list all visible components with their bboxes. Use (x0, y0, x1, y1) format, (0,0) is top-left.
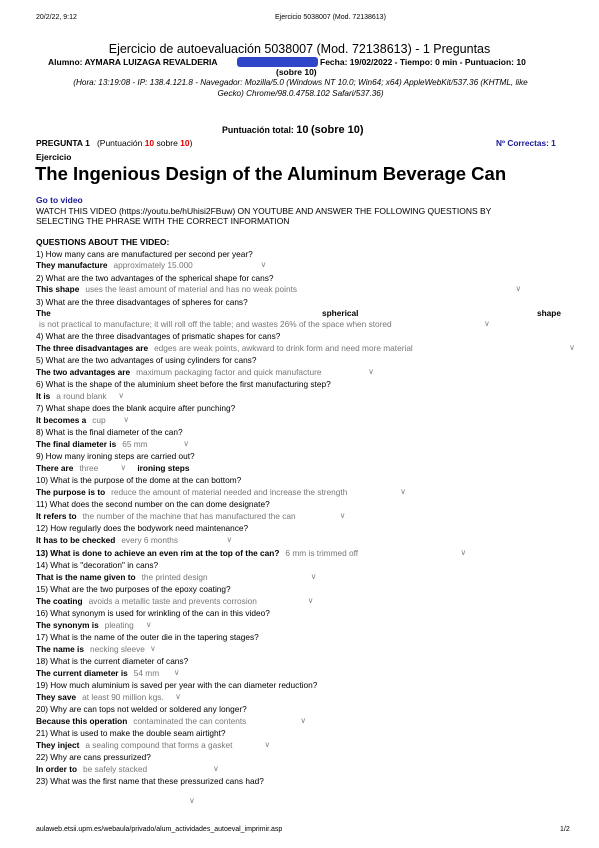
answer-row (36, 764, 228, 774)
answer-value: the printed design (141, 572, 208, 582)
answer-row (36, 644, 165, 654)
chevron-down-icon: ∨ (400, 487, 407, 496)
question-text: 9) How many ironing steps are carried out? (36, 451, 195, 461)
answer-suffix: ironing steps (137, 463, 190, 473)
answer-row (36, 439, 197, 449)
question-text: 1) How many cans are manufactured per second per year? (36, 249, 253, 259)
total-score-over: (sobre 10) (311, 124, 364, 136)
total-score (222, 124, 364, 136)
chevron-down-icon: ∨ (484, 319, 490, 328)
question-text: 21) What is used to make the double seam airtight? (36, 728, 226, 738)
print-doc-title: Ejercicio 5038007 (Mod. 72138613) (275, 14, 386, 21)
question-text: 19) How much aluminium is saved per year with the can diameter reduction? (36, 680, 318, 690)
answer-value: maximum packaging factor and quick manufacture (136, 367, 322, 377)
answer-prefix: The synonym is (36, 620, 99, 630)
answer-prefix: It becomes a (36, 415, 87, 425)
answer-value: necking sleeve (89, 644, 145, 654)
answer-value: be safely stacked (83, 764, 148, 774)
answer-prefix: The final diameter is (36, 439, 117, 449)
chevron-down-icon: ∨ (339, 511, 346, 520)
answer-select[interactable] (108, 487, 411, 497)
answer-value: 65 mm (122, 439, 148, 449)
question-text: 2) What are the two advantages of the spherical shape for cans? (36, 273, 274, 283)
answer-row (36, 716, 318, 726)
instructions-line-1: WATCH THIS VIDEO (https://youtu.be/hUhisi2FBuw) ON YOUTUBE AND ANSWER THE FOLLOWING QUESTIONS BY (36, 206, 492, 216)
chevron-down-icon: ∨ (300, 716, 307, 725)
chevron-down-icon: ∨ (310, 572, 317, 581)
chevron-down-icon: ∨ (145, 620, 152, 629)
question-score: 10 (144, 138, 155, 148)
chevron-down-icon: ∨ (260, 260, 267, 269)
chevron-down-icon: ∨ (515, 284, 522, 293)
question-text: 16) What synonym is used for wrinkling of the can in this video? (36, 608, 270, 618)
answer-row (36, 535, 239, 545)
session-info-2: Gecko) Chrome/98.0.4758.102 Safari/537.36) (217, 89, 384, 98)
answer-select[interactable] (89, 415, 142, 425)
answer-prefix: It refers to (36, 511, 77, 521)
correct-count: Nº Correctas: 1 (496, 138, 556, 148)
total-score-label: Puntuación total: (222, 125, 294, 135)
answer-prefix: The current diameter is (36, 668, 128, 678)
question-text: 20) Why are can tops not welded or soldered any longer? (36, 704, 247, 714)
session-info-1: (Hora: 13:19:08 - IP: 138.4.121.8 - Navegador: Mozilla/5.0 (Windows NT 10.0; Win64; x64) AppleWebKit/537.36 (KHTML, like (73, 78, 528, 87)
question-text: 5) What are the two advantages of using cylinders for cans? (36, 355, 257, 365)
answer-value: edges are weak points, awkward to drink form and need more material (154, 343, 413, 353)
question-text: 4) What are the three disadvantages of prismatic shapes for cans? (36, 331, 281, 341)
answer-prefix: In order to (36, 764, 78, 774)
answer-prefix: The three disadvantages are (36, 343, 149, 353)
chevron-down-icon: ∨ (307, 596, 314, 605)
video-link[interactable]: Go to video (36, 195, 83, 205)
answer-prefix: Because this operation (36, 716, 128, 726)
answer-select[interactable] (151, 343, 584, 353)
answer-value: reduce the amount of material needed and increase the strength (111, 487, 348, 497)
question-text: 22) Why are cans pressurized? (36, 752, 151, 762)
answer-select[interactable] (139, 572, 327, 582)
page-number: 1/2 (560, 826, 570, 833)
answer-select[interactable] (282, 548, 475, 558)
question-text: 12) How regularly does the bodywork need maintenance? (36, 523, 249, 533)
answer-value: 54 mm (133, 668, 160, 678)
answer-prefix: The (36, 308, 51, 318)
answer-prefix: The purpose is to (36, 487, 106, 497)
answer-value: contaminated the can contents (133, 716, 247, 726)
answer-prefix: That is the name given to (36, 572, 136, 582)
answer-value: uses the least amount of material and has no weak points (85, 284, 298, 294)
chevron-down-icon: ∨ (213, 764, 219, 773)
answer-row (36, 260, 283, 270)
score-close: ) (189, 138, 193, 148)
answer-select[interactable] (86, 596, 324, 606)
answer-row (36, 487, 411, 497)
answer-value: every 6 months (121, 535, 179, 545)
answer-row (36, 319, 499, 329)
answer-value: at least 90 million kgs. (82, 692, 164, 702)
answer-prefix: They inject (36, 740, 80, 750)
answer-mid: spherical (322, 308, 359, 318)
answer-row (36, 668, 189, 678)
answer-prefix: This shape (36, 284, 80, 294)
chevron-down-icon: ∨ (118, 391, 125, 400)
question-text: 14) What is "decoration" in cans? (36, 560, 159, 570)
redaction-mark (237, 57, 318, 67)
answer-select[interactable] (82, 740, 280, 750)
answer-row (36, 367, 386, 377)
question-text: 3) What are the three disadvantages of spheres for cans? (36, 297, 248, 307)
chevron-down-icon: ∨ (173, 668, 180, 677)
question-text: 15) What are the two purposes of the epoxy coating? (36, 584, 231, 594)
answer-value: three (79, 463, 99, 473)
chevron-down-icon: ∨ (120, 463, 127, 472)
answer-select[interactable] (79, 692, 190, 702)
question-text: 23) What was the first name that these pressurized cans had? (36, 776, 264, 786)
answer-value: a sealing compound that forms a gasket (85, 740, 233, 750)
chevron-down-icon: ∨ (569, 343, 575, 352)
chevron-down-icon: ∨ (264, 740, 271, 749)
answer-row (36, 391, 131, 401)
chevron-down-icon: ∨ (189, 796, 195, 805)
answer-select[interactable] (110, 260, 283, 270)
answer-prefix: It has to be checked (36, 535, 116, 545)
chevron-down-icon: ∨ (149, 644, 156, 653)
question-type: Ejercicio (36, 152, 72, 162)
question-text: 7) What shape does the blank acquire after punching? (36, 403, 236, 413)
chevron-down-icon: ∨ (460, 548, 467, 557)
answer-value: avoids a metallic taste and prevents corrosion (88, 596, 257, 606)
answer-prefix: They manufacture (36, 260, 108, 270)
question-text: 18) What is the current diameter of cans? (36, 656, 189, 666)
question-text: 8) What is the final diameter of the can? (36, 427, 183, 437)
instructions-line-2: SELECTING THE PHRASE WITH THE CORRECT INFORMATION (36, 216, 290, 226)
question-text: 10) What is the purpose of the dome at the can bottom? (36, 475, 242, 485)
answer-select[interactable] (131, 668, 189, 678)
answer-prefix: There are (36, 463, 74, 473)
answer-value: 6 mm is trimmed off (285, 548, 359, 558)
answer-row (36, 740, 280, 750)
question-text: 11) What does the second number on the can dome designate? (36, 499, 270, 509)
question-header (36, 138, 192, 148)
answer-row (36, 284, 535, 294)
question-text: 6) What is the shape of the aluminium sheet before the first manufacturing step? (36, 379, 331, 389)
answer-select[interactable] (130, 716, 318, 726)
answer-select[interactable] (80, 511, 358, 521)
answer-select[interactable] (118, 535, 239, 545)
answer-select[interactable] (53, 391, 131, 401)
answer-prefix: The name is (36, 644, 84, 654)
answer-row (36, 572, 327, 582)
answer-value: is not practical to manufacture; it will roll off the table; and wastes 26% of the space when stored (39, 319, 392, 329)
questions-section-title: QUESTIONS ABOUT THE VIDEO: (36, 237, 170, 247)
footer-url: aulaweb.etsii.upm.es/webaula/privado/alum_actividades_autoeval_imprimir.asp (36, 826, 283, 833)
total-score-value: 10 (296, 124, 309, 136)
chevron-down-icon: ∨ (175, 692, 181, 701)
score-suffix: (sobre 10) (276, 67, 317, 77)
question-label: PREGUNTA 1 (36, 138, 90, 148)
answer-select[interactable] (102, 620, 160, 630)
answer-row (36, 511, 358, 521)
answer-prefix: It is (36, 391, 51, 401)
chevron-down-icon: ∨ (368, 367, 374, 376)
answer-select[interactable] (36, 319, 499, 329)
answer-row (36, 620, 160, 630)
question-title: The Ingenious Design of the Aluminum Beverage Can (35, 163, 507, 184)
student-line: Alumno: AYMARA LUIZAGA REVALDERIA (48, 57, 218, 67)
answer-value: approximately 15.000 (113, 260, 193, 270)
answer-row (36, 596, 324, 606)
answer-value: pleating (104, 620, 134, 630)
answer-select[interactable] (80, 764, 228, 774)
answer-value: a round blank (56, 391, 107, 401)
chevron-down-icon: ∨ (226, 535, 233, 544)
answer-select[interactable] (87, 644, 165, 654)
chevron-down-icon: ∨ (183, 439, 190, 448)
answer-select[interactable] (76, 463, 131, 473)
answer-row (36, 343, 584, 353)
answer-row (36, 692, 190, 702)
answer-select[interactable] (119, 439, 197, 449)
answer-suffix: shape (537, 308, 561, 318)
date-line: Fecha: 19/02/2022 - Tiempo: 0 min - Puntuacion: 10 (320, 57, 526, 67)
answer-value: cup (92, 415, 106, 425)
answer-select[interactable] (133, 367, 386, 377)
chevron-down-icon: ∨ (123, 415, 130, 424)
answer-prefix: The two advantages are (36, 367, 131, 377)
score-mid: sobre (156, 138, 178, 148)
answer-select[interactable] (82, 284, 535, 294)
question-text: 13) What is done to achieve an even rim at the top of the can? (36, 548, 280, 558)
question-text: 17) What is the name of the outer die in the tapering stages? (36, 632, 259, 642)
exercise-title: Ejercicio de autoevaluación 5038007 (Mod. 72138613) - 1 Preguntas (108, 42, 491, 56)
answer-row (36, 788, 207, 805)
answer-row (36, 463, 189, 473)
score-prefix: (Puntuación (96, 138, 143, 148)
answer-value: the number of the machine that has manufactured the can (82, 511, 296, 521)
question-score-max: 10 (180, 138, 190, 148)
print-datetime: 20/2/22, 9:12 (36, 14, 77, 21)
answer-prefix: The coating (36, 596, 83, 606)
answer-row (36, 548, 475, 558)
answer-row (36, 415, 142, 425)
answer-prefix: They save (36, 692, 77, 702)
